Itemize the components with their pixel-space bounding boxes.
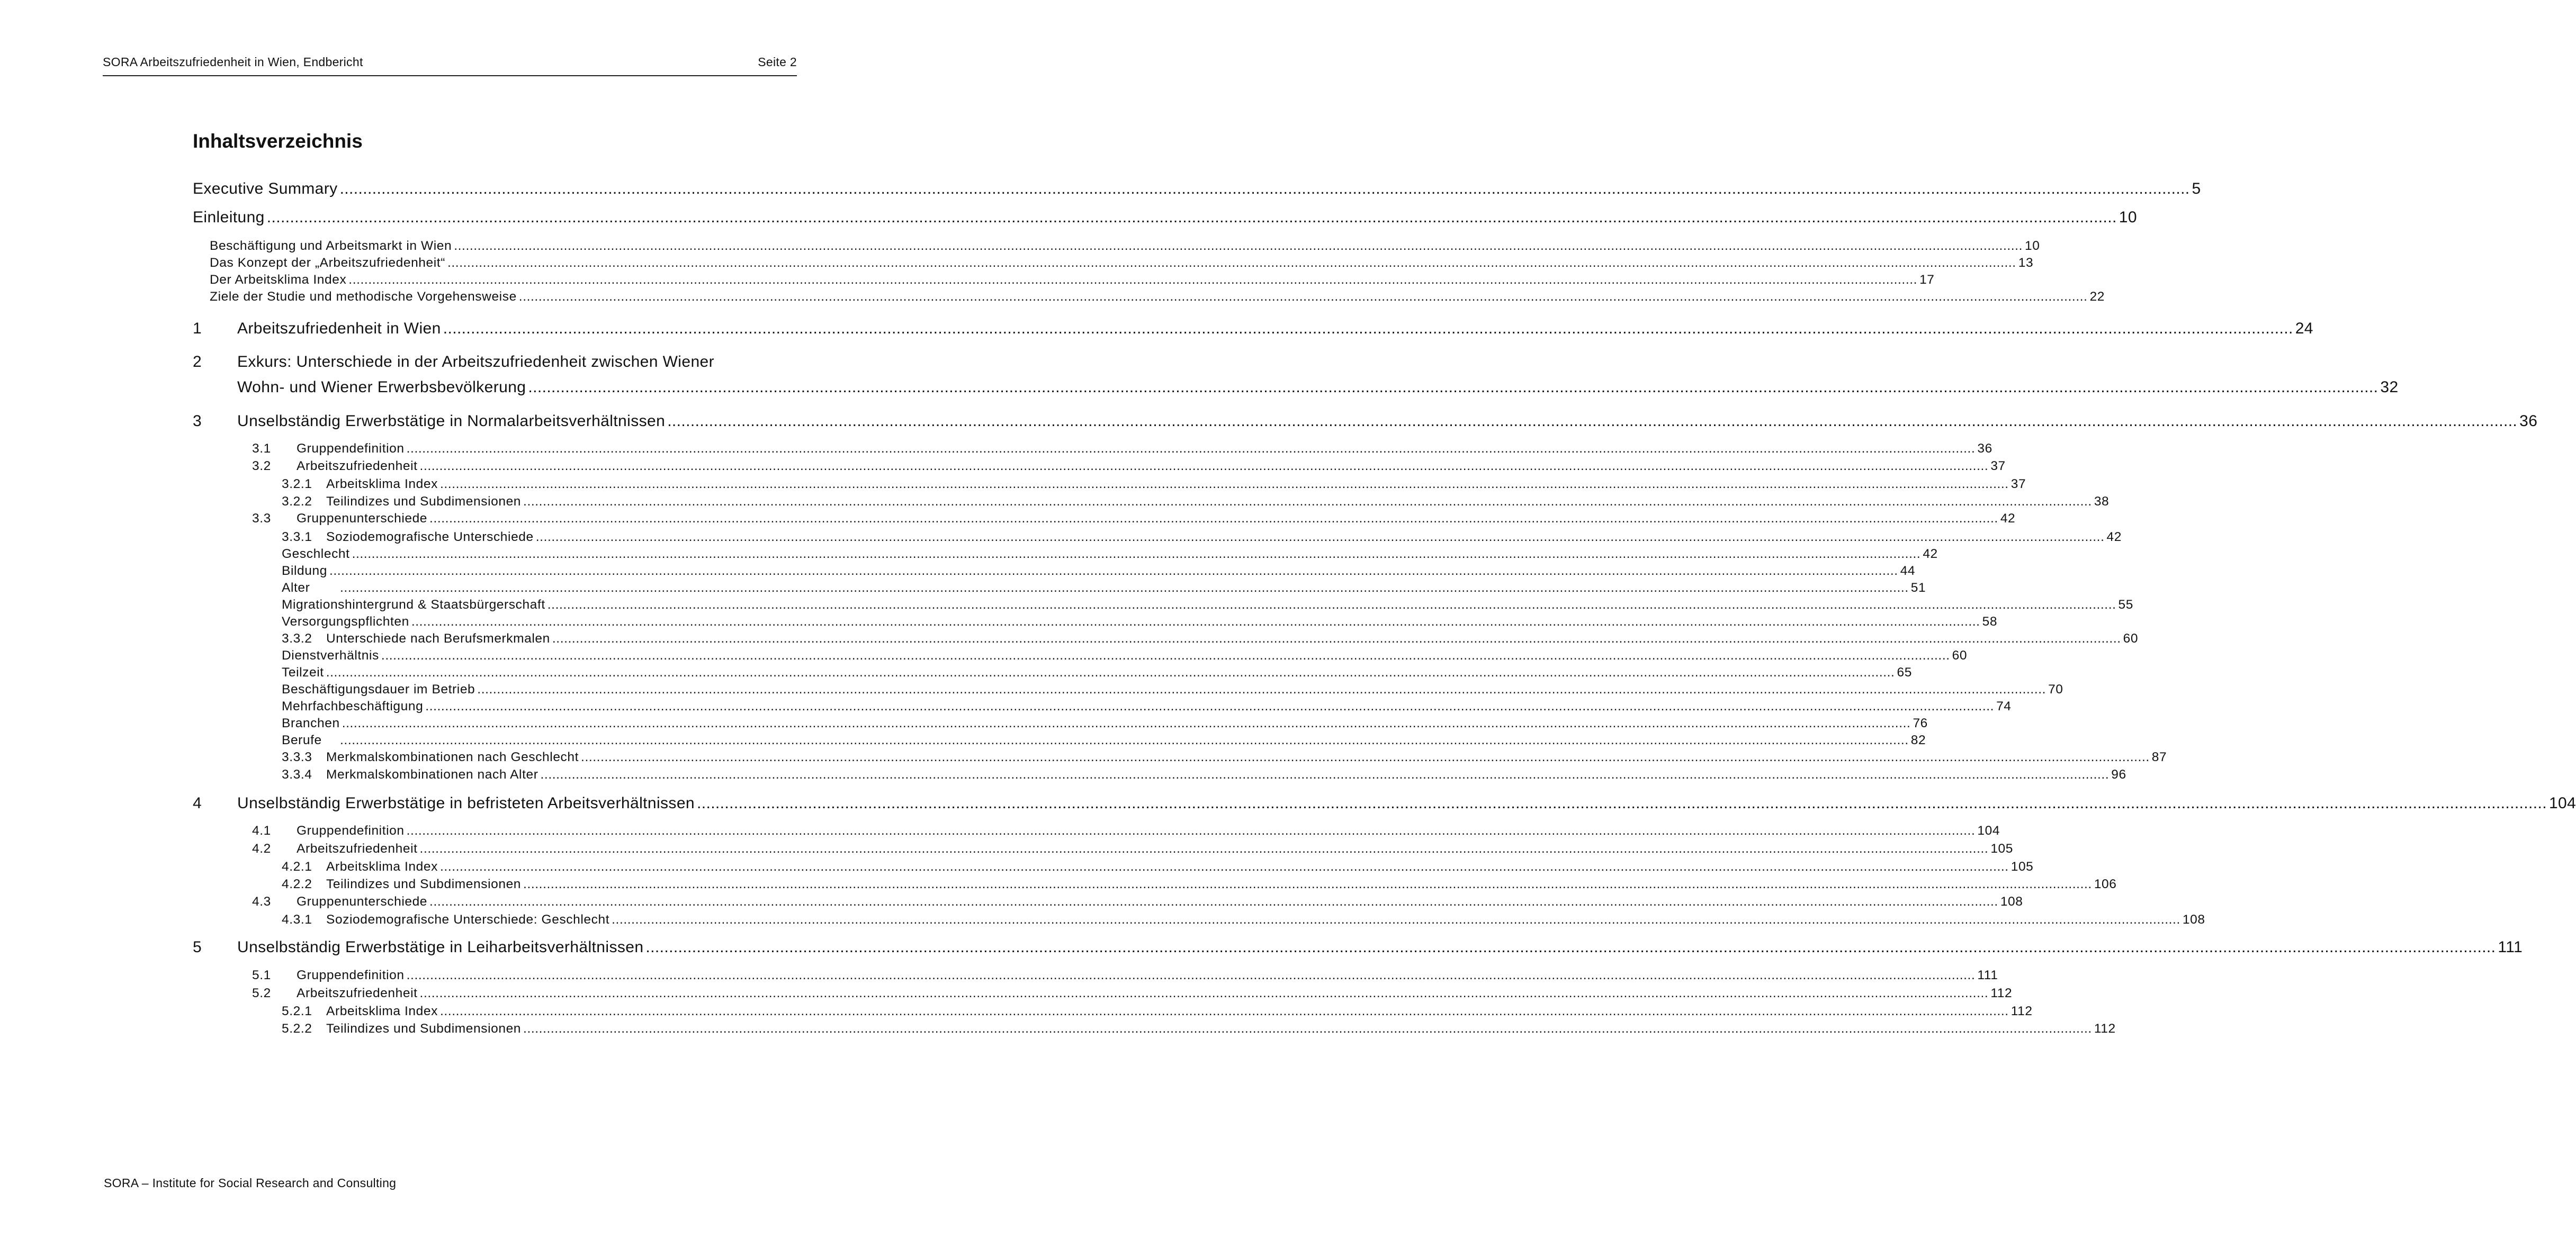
toc-entry-number: 5.2.1 bbox=[282, 1004, 312, 1018]
toc-entry-title: Arbeitsklima Index bbox=[326, 477, 438, 491]
toc-leader-dots: ................................................................................................................................................................................................................................................................................................................................................................................................................ bbox=[342, 716, 1911, 730]
toc-entry-page: 32 bbox=[2380, 378, 2399, 396]
toc-entry-title: Teilzeit bbox=[282, 665, 324, 680]
toc-entry-number: Alter bbox=[282, 581, 310, 595]
toc-entry[interactable] bbox=[193, 511, 2016, 526]
toc-entry-title: Teilindizes und Subdimensionen bbox=[326, 1022, 522, 1036]
toc-entry[interactable] bbox=[193, 477, 2026, 492]
toc-leader-dots: ................................................................................................................................................................................................................................................................................................................................................................................................................ bbox=[339, 180, 2190, 197]
toc-entry-title: Arbeitszufriedenheit bbox=[297, 986, 418, 1000]
toc-title: Inhaltsverzeichnis bbox=[193, 130, 363, 152]
toc-leader-dots: ................................................................................................................................................................................................................................................................................................................................................................................................................ bbox=[552, 631, 2121, 646]
toc-entry-title: Teilindizes und Subdimensionen bbox=[326, 877, 522, 891]
toc-leader-dots: ................................................................................................................................................................................................................................................................................................................................................................................................................ bbox=[535, 530, 2105, 544]
toc-entry[interactable] bbox=[193, 378, 2399, 396]
toc-entry-page: 5 bbox=[2192, 180, 2201, 197]
toc-leader-dots: ................................................................................................................................................................................................................................................................................................................................................................................................................ bbox=[348, 273, 1918, 287]
toc-entry-number: 3.2 bbox=[252, 459, 271, 473]
toc-entry-title: Arbeitszufriedenheit bbox=[297, 842, 418, 856]
header-title: SORA Arbeitszufriedenheit in Wien, Endbericht bbox=[103, 55, 363, 69]
toc-entry-number: 3 bbox=[193, 412, 202, 430]
toc-entry-number: 5.2 bbox=[252, 986, 271, 1000]
toc-leader-dots: ................................................................................................................................................................................................................................................................................................................................................................................................................ bbox=[523, 494, 2092, 509]
toc-entry-page: 106 bbox=[2094, 877, 2117, 891]
toc-entry-page: 105 bbox=[2010, 860, 2034, 874]
toc-entry[interactable] bbox=[193, 615, 1998, 629]
toc-entry-page: 74 bbox=[1996, 699, 2012, 713]
toc-entry[interactable] bbox=[193, 441, 1992, 456]
toc-entry[interactable] bbox=[193, 682, 2063, 697]
toc-entry[interactable] bbox=[193, 631, 2139, 646]
toc-entry[interactable] bbox=[193, 412, 2538, 430]
toc-entry[interactable] bbox=[193, 665, 1912, 680]
toc-entry-title: Beschäftigungsdauer im Betrieb bbox=[282, 682, 475, 697]
toc-entry-title: Arbeitszufriedenheit bbox=[297, 459, 418, 473]
toc-leader-dots: ................................................................................................................................................................................................................................................................................................................................................................................................................ bbox=[696, 794, 2547, 812]
toc-entry[interactable] bbox=[193, 767, 2126, 782]
toc-leader-dots: ................................................................................................................................................................................................................................................................................................................................................................................................................ bbox=[443, 320, 2293, 337]
toc-entry[interactable] bbox=[193, 353, 749, 371]
toc-entry-number: 4 bbox=[193, 794, 202, 812]
toc-entry[interactable] bbox=[193, 824, 2000, 838]
toc-entry-page: 42 bbox=[2106, 530, 2122, 544]
toc-entry[interactable] bbox=[193, 180, 2201, 198]
toc-entry[interactable] bbox=[193, 1004, 2033, 1019]
toc-entry-title: Soziodemografische Unterschiede: Geschlecht bbox=[326, 912, 610, 927]
toc-leader-dots: ................................................................................................................................................................................................................................................................................................................................................................................................................ bbox=[439, 1004, 2009, 1018]
toc-entry[interactable] bbox=[193, 733, 1926, 748]
toc-entry-title: Executive Summary bbox=[193, 180, 338, 197]
toc-entry[interactable] bbox=[193, 239, 2040, 254]
toc-entry-title: Unterschiede nach Berufsmerkmalen bbox=[326, 631, 550, 646]
toc-entry-number: 2 bbox=[193, 353, 202, 371]
toc-entry-title: Arbeitsklima Index bbox=[326, 1004, 438, 1018]
toc-entry[interactable] bbox=[193, 860, 2034, 874]
toc-entry-title: Gruppendefinition bbox=[297, 824, 405, 838]
toc-entry-page: 10 bbox=[2119, 209, 2137, 226]
toc-entry-number: 3.2.2 bbox=[282, 494, 312, 509]
toc-leader-dots: ................................................................................................................................................................................................................................................................................................................................................................................................................ bbox=[429, 511, 1998, 526]
toc-entry-page: 37 bbox=[2010, 477, 2026, 491]
toc-leader-dots: ................................................................................................................................................................................................................................................................................................................................................................................................................ bbox=[528, 378, 2378, 396]
toc-entry-title: Soziodemografische Unterschiede bbox=[326, 530, 534, 544]
toc-entry-number: 5 bbox=[193, 938, 202, 956]
toc-entry-page: 37 bbox=[1990, 459, 2006, 473]
toc-entry-title: Unselbständig Erwerbstätige in Leiharbeitsverhältnissen bbox=[237, 938, 644, 956]
toc-leader-dots: ................................................................................................................................................................................................................................................................................................................................................................................................................ bbox=[540, 767, 2110, 782]
toc-entry-title: Bildung bbox=[282, 564, 327, 578]
toc-entry-page: 42 bbox=[2000, 511, 2016, 526]
toc-leader-dots: ................................................................................................................................................................................................................................................................................................................................................................................................................ bbox=[352, 547, 1921, 561]
toc-entry-page: 108 bbox=[2000, 894, 2023, 909]
toc-entry[interactable] bbox=[193, 750, 2167, 765]
toc-entry-title: Ziele der Studie und methodische Vorgehensweise bbox=[210, 290, 517, 304]
toc-entry-title: Geschlecht bbox=[282, 547, 350, 561]
toc-entry-page: 58 bbox=[1982, 615, 1998, 629]
toc-entry-page: 111 bbox=[2498, 938, 2523, 956]
toc-leader-dots: ................................................................................................................................................................................................................................................................................................................................................................................................................ bbox=[477, 682, 2047, 697]
toc-entry-page: 24 bbox=[2295, 320, 2313, 337]
toc-entry-page: 82 bbox=[1910, 733, 1926, 747]
toc-entry-title: Das Konzept der „Arbeitszufriedenheit“ bbox=[210, 256, 445, 270]
toc-entry[interactable] bbox=[193, 530, 2122, 545]
toc-entry-title: Der Arbeitsklima Index bbox=[210, 273, 347, 287]
toc-entry-title: Migrationshintergrund & Staatsbürgerschaft bbox=[282, 598, 545, 612]
toc-entry[interactable] bbox=[193, 459, 2006, 474]
toc-entry-page: 60 bbox=[2123, 631, 2139, 646]
toc-entry-title: Unselbständig Erwerbstätige in befristeten Arbeitsverhältnissen bbox=[237, 794, 695, 812]
toc-leader-dots: ................................................................................................................................................................................................................................................................................................................................................................................................................ bbox=[266, 209, 2117, 226]
toc-entry[interactable] bbox=[193, 494, 2110, 509]
toc-entry-page: 87 bbox=[2151, 750, 2167, 764]
toc-entry[interactable] bbox=[193, 968, 1998, 983]
toc-entry-page: 104 bbox=[2548, 794, 2576, 812]
toc-entry[interactable] bbox=[193, 1022, 2116, 1036]
toc-entry-page: 17 bbox=[1919, 273, 1935, 287]
toc-entry-title: Beschäftigung und Arbeitsmarkt in Wien bbox=[210, 239, 452, 253]
toc-entry-page: 65 bbox=[1897, 665, 1912, 680]
toc-entry[interactable] bbox=[193, 320, 2313, 338]
toc-entry-page: 96 bbox=[2111, 767, 2126, 782]
toc-entry-number: 3.3 bbox=[252, 511, 271, 526]
toc-entry[interactable] bbox=[193, 598, 2133, 612]
toc-entry-title: Merkmalskombinationen nach Geschlecht bbox=[326, 750, 579, 764]
toc-entry-title: Wohn- und Wiener Erwerbsbevölkerung bbox=[237, 378, 526, 396]
toc-entry-number: 4.2 bbox=[252, 842, 271, 856]
toc-leader-dots: ................................................................................................................................................................................................................................................................................................................................................................................................................ bbox=[406, 968, 1976, 982]
toc-entry[interactable] bbox=[193, 912, 2205, 927]
toc-leader-dots: ................................................................................................................................................................................................................................................................................................................................................................................................................ bbox=[439, 477, 2009, 491]
toc-leader-dots: ................................................................................................................................................................................................................................................................................................................................................................................................................ bbox=[340, 733, 1909, 747]
toc-leader-dots: ................................................................................................................................................................................................................................................................................................................................................................................................................ bbox=[406, 824, 1976, 838]
toc-entry-title: Branchen bbox=[282, 716, 340, 730]
toc-entry[interactable] bbox=[193, 699, 2012, 714]
toc-entry-number: 3.3.3 bbox=[282, 750, 312, 764]
toc-entry-page: 44 bbox=[1900, 564, 1916, 578]
toc-entry-page: 55 bbox=[2118, 598, 2133, 612]
toc-entry-title: Teilindizes und Subdimensionen bbox=[326, 494, 522, 509]
toc-entry-title: Gruppenunterschiede bbox=[297, 894, 428, 909]
toc-entry-title: Merkmalskombinationen nach Alter bbox=[326, 767, 538, 782]
toc-leader-dots: ................................................................................................................................................................................................................................................................................................................................................................................................................ bbox=[547, 598, 2116, 612]
toc-entry-page: 36 bbox=[1977, 441, 1992, 456]
toc-leader-dots: ................................................................................................................................................................................................................................................................................................................................................................................................................ bbox=[612, 912, 2180, 927]
toc-leader-dots: ................................................................................................................................................................................................................................................................................................................................................................................................................ bbox=[429, 894, 1998, 909]
toc-entry-page: 13 bbox=[2018, 256, 2034, 270]
toc-entry-number: 3.3.4 bbox=[282, 767, 312, 782]
toc-entry[interactable] bbox=[193, 648, 1968, 663]
toc-entry-title: Gruppenunterschiede bbox=[297, 511, 428, 526]
toc-leader-dots: ................................................................................................................................................................................................................................................................................................................................................................................................................ bbox=[419, 842, 1989, 856]
toc-entry-page: 112 bbox=[2010, 1004, 2033, 1018]
toc-leader-dots: ................................................................................................................................................................................................................................................................................................................................................................................................................ bbox=[381, 648, 1950, 663]
toc-entry-title: Unselbständig Erwerbstätige in Normalarbeitsverhältnissen bbox=[237, 412, 666, 430]
toc-entry-number: Berufe bbox=[282, 733, 322, 747]
toc-entry-number: 3.1 bbox=[252, 441, 271, 456]
toc-leader-dots: ................................................................................................................................................................................................................................................................................................................................................................................................................ bbox=[667, 412, 2518, 430]
page-number: Seite 2 bbox=[758, 55, 797, 69]
toc-entry-number: 1 bbox=[193, 320, 202, 337]
toc-entry[interactable] bbox=[193, 894, 2023, 909]
toc-entry-page: 108 bbox=[2182, 912, 2205, 927]
toc-leader-dots: ................................................................................................................................................................................................................................................................................................................................................................................................................ bbox=[425, 699, 1995, 713]
toc-entry-page: 70 bbox=[2048, 682, 2063, 697]
toc-entry-number: 4.3.1 bbox=[282, 912, 312, 927]
toc-entry-page: 112 bbox=[2094, 1022, 2116, 1036]
toc-leader-dots: ................................................................................................................................................................................................................................................................................................................................................................................................................ bbox=[419, 986, 1989, 1000]
toc-entry[interactable] bbox=[193, 877, 2117, 892]
toc-entry[interactable] bbox=[193, 986, 2013, 1001]
toc-leader-dots: ................................................................................................................................................................................................................................................................................................................................................................................................................ bbox=[329, 564, 1898, 578]
toc-entry-number: 4.3 bbox=[252, 894, 271, 909]
toc-entry-title: Mehrfachbeschäftigung bbox=[282, 699, 424, 713]
toc-leader-dots: ................................................................................................................................................................................................................................................................................................................................................................................................................ bbox=[406, 441, 1976, 456]
toc-entry-title: Versorgungspflichten bbox=[282, 615, 409, 629]
toc-leader-dots: ................................................................................................................................................................................................................................................................................................................................................................................................................ bbox=[523, 877, 2092, 891]
toc-leader-dots: ................................................................................................................................................................................................................................................................................................................................................................................................................ bbox=[454, 239, 2023, 253]
toc-entry[interactable] bbox=[193, 547, 1938, 562]
toc-leader-dots: ................................................................................................................................................................................................................................................................................................................................................................................................................ bbox=[411, 615, 1980, 629]
toc-entry-number: 5.1 bbox=[252, 968, 271, 982]
toc-entry[interactable] bbox=[193, 716, 1928, 731]
toc-leader-dots: ................................................................................................................................................................................................................................................................................................................................................................................................................ bbox=[419, 459, 1989, 473]
toc-entry[interactable] bbox=[193, 256, 2034, 270]
toc-entry[interactable] bbox=[193, 273, 1935, 287]
toc-leader-dots: ................................................................................................................................................................................................................................................................................................................................................................................................................ bbox=[326, 665, 1895, 680]
toc-leader-dots: ................................................................................................................................................................................................................................................................................................................................................................................................................ bbox=[439, 860, 2009, 874]
page-footer: SORA – Institute for Social Research and Consulting bbox=[104, 1176, 397, 1190]
toc-entry-title: Gruppendefinition bbox=[297, 968, 405, 982]
toc-entry-title: Arbeitszufriedenheit in Wien bbox=[237, 320, 441, 337]
toc-entry-page: 60 bbox=[1952, 648, 1968, 663]
toc-entry-number: 4.2.1 bbox=[282, 860, 312, 874]
toc-entry-number: 4.2.2 bbox=[282, 877, 312, 891]
toc-entry[interactable] bbox=[193, 842, 2013, 856]
toc-entry-page: 22 bbox=[2089, 290, 2105, 304]
toc-entry-number: 3.2.1 bbox=[282, 477, 312, 491]
toc-entry-page: 111 bbox=[1977, 968, 1998, 982]
toc-entry-number: 3.3.2 bbox=[282, 631, 312, 646]
toc-entry-page: 105 bbox=[1990, 842, 2013, 856]
toc-entry-page: 38 bbox=[2094, 494, 2110, 509]
toc-entry-page: 42 bbox=[1923, 547, 1938, 561]
toc-leader-dots: ................................................................................................................................................................................................................................................................................................................................................................................................................ bbox=[645, 938, 2496, 956]
toc-entry-title: Arbeitsklima Index bbox=[326, 860, 438, 874]
toc-leader-dots: ................................................................................................................................................................................................................................................................................................................................................................................................................ bbox=[340, 581, 1909, 595]
toc-entry-number: 3.3.1 bbox=[282, 530, 312, 544]
toc-entry-page: 112 bbox=[1990, 986, 2013, 1000]
page-header bbox=[103, 55, 797, 76]
toc-entry[interactable] bbox=[193, 209, 2137, 227]
toc-entry-page: 51 bbox=[1910, 581, 1926, 595]
toc-entry-page: 36 bbox=[2519, 412, 2538, 430]
toc-entry-page: 104 bbox=[1977, 824, 2000, 838]
toc-entry[interactable] bbox=[193, 938, 2523, 956]
toc-entry-number: 4.1 bbox=[252, 824, 271, 838]
toc-entry-title: Exkurs: Unterschiede in der Arbeitszufriedenheit zwischen Wiener bbox=[237, 353, 715, 371]
toc-entry[interactable] bbox=[193, 564, 1916, 579]
toc-entry-page: 76 bbox=[1913, 716, 1928, 730]
toc-entry-title: Dienstverhältnis bbox=[282, 648, 379, 663]
toc-entry-number: 5.2.2 bbox=[282, 1022, 312, 1036]
toc-entry-page: 10 bbox=[2025, 239, 2040, 253]
toc-entry[interactable] bbox=[193, 794, 2576, 812]
toc-entry-title: Einleitung bbox=[193, 209, 265, 226]
toc-entry[interactable] bbox=[193, 290, 2105, 304]
toc-leader-dots: ................................................................................................................................................................................................................................................................................................................................................................................................................ bbox=[523, 1022, 2092, 1036]
toc-leader-dots: ................................................................................................................................................................................................................................................................................................................................................................................................................ bbox=[581, 750, 2150, 764]
toc-leader-dots: ................................................................................................................................................................................................................................................................................................................................................................................................................ bbox=[447, 256, 2016, 270]
toc-entry[interactable] bbox=[193, 581, 1926, 595]
toc-entry-title: Gruppendefinition bbox=[297, 441, 405, 456]
toc-leader-dots: ................................................................................................................................................................................................................................................................................................................................................................................................................ bbox=[518, 290, 2088, 304]
